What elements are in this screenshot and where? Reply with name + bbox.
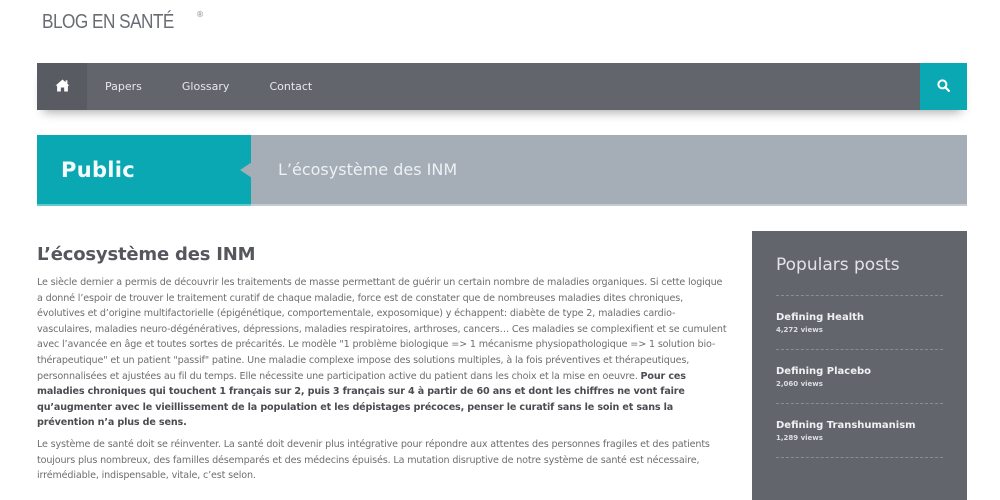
section-label: Public: [61, 157, 136, 182]
logo-text: BLOG EN SANTÉ: [42, 11, 174, 33]
sidebar-title: Populars posts: [776, 231, 943, 296]
search-button[interactable]: [920, 63, 967, 110]
registered-mark: ®: [196, 10, 204, 19]
home-icon: [55, 77, 70, 96]
post-view-count: 4,272 views: [776, 326, 823, 334]
article-paragraph-1: [37, 275, 727, 431]
nav-item-papers[interactable]: Papers: [105, 80, 142, 93]
nav-item-glossary[interactable]: Glossary: [181, 80, 230, 93]
title-banner: [37, 135, 967, 206]
post-title[interactable]: Defining Transhumanism: [776, 420, 916, 431]
post-view-count: 2,060 views: [776, 380, 823, 388]
article-content: [37, 244, 727, 490]
section-label-box: [37, 135, 251, 206]
article-title: L’écosystème des INM: [37, 244, 256, 265]
post-title[interactable]: Defining Health: [776, 312, 865, 323]
popular-post-item[interactable]: [776, 296, 943, 350]
article-paragraph-2: Le système de santé doit se réinventer. La santé doit devenir plus intégrative pour répondre aux attentes des personnes fragiles et des patients toujours plus nombreux, des familles désemparés et des médecins épuisés. La mutation disruptive de notre système de santé est nécessaire, irrémédiable, indispensable, vitale, c’est selon.: [37, 438, 710, 482]
post-view-count: 1,289 views: [776, 434, 823, 442]
breadcrumb-page-title: L’écosystème des INM: [278, 160, 458, 179]
popular-post-item[interactable]: [776, 404, 943, 458]
nav-home-button[interactable]: [37, 63, 87, 110]
breadcrumb-page-box: [251, 135, 967, 206]
popular-posts-sidebar: [752, 231, 967, 500]
nav-spacer: [312, 63, 920, 110]
site-logo[interactable]: [42, 8, 204, 38]
banner-notch-arrow: [240, 162, 252, 178]
nav-item-contact[interactable]: Contact: [269, 80, 313, 93]
search-icon: [937, 77, 950, 96]
main-navbar: [37, 63, 967, 110]
paragraph-1-emphasis: Pour ces maladies chroniques qui touchent 1 français sur 2, puis 3 français sur 4 à partir de 60 ans et dont les chiffres ne vont faire qu’augmenter avec le vieillissement de la population et les dépistages précoces, penser le curatif sans le soin et sans la prévention n’a plus de sens.: [37, 370, 686, 429]
paragraph-1-text: Le siècle dernier a permis de découvrir les traitements de masse permettant de guérir un certain nombre de maladies organiques. Si cette logique a donné l’espoir de trouver le traitement curatif de chaque maladie, force est de constater que de nombreuses maladies dites chroniques, évolutives et d’origine multifactorielle (épigénétique, comportementale, exposomique) y échappent: diabète de type 2, maladies cardio-vasculaires, maladies neuro-dégénératives, dépressions, maladies respiratoires, arthroses, cancers… Ces maladies se complexifient et se cumulent avec l’avancée en âge et toutes sortes de précarités. Le modèle "1 problème biologique => 1 mécanisme physiopathologique => 1 solution bio-thérapeutique" et un patient "passif" patine. Une maladie complexe impose des solutions multiples, à la fois préventives et thérapeutiques, personnalisées et ajustées au fil du temps. Elle nécessite une participation active du patient dans les choix et la mise en oeuvre.: [37, 277, 727, 382]
post-title[interactable]: Defining Placebo: [776, 366, 872, 377]
popular-post-item[interactable]: [776, 350, 943, 404]
